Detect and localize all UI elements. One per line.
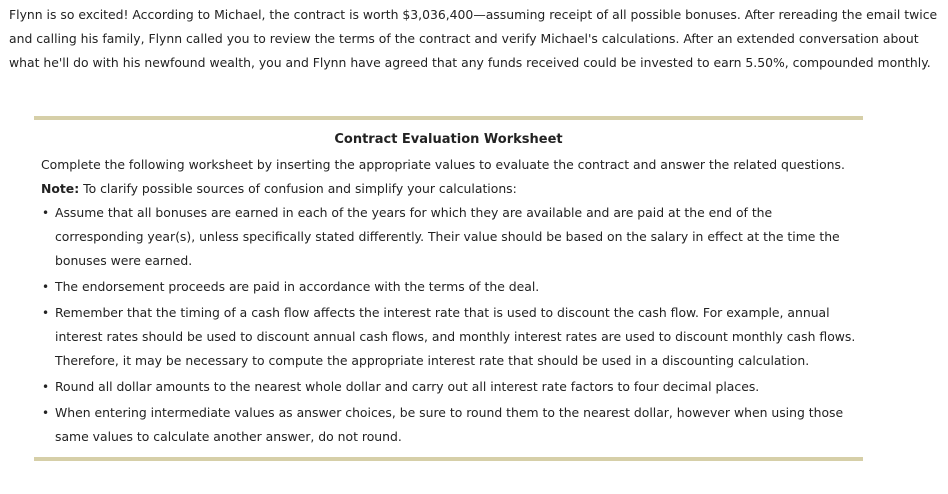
assumptions-list xyxy=(41,201,859,449)
list-item xyxy=(41,401,859,449)
list-item xyxy=(41,275,859,299)
worksheet-note xyxy=(41,177,859,201)
bullet-icon: • xyxy=(42,379,50,394)
worksheet-instruction: Complete the following worksheet by inserting the appropriate values to evaluate the contract and answer the related questions. xyxy=(41,157,845,172)
list-item xyxy=(41,301,859,374)
intro-paragraph: Flynn is so excited! According to Michael, the contract is worth $3,036,400—assuming receipt of all possible bonuses. After rereading the email twice and calling his family, Flynn called you to review the terms of the contract and verify Michael's calculations. After an extended conversation about what he'll do with his newfound wealth, you and Flynn have agreed that any funds received could be invested to earn 5.50%, compounded monthly. xyxy=(9,7,938,70)
list-item-text: The endorsement proceeds are paid in accordance with the terms of the deal. xyxy=(55,279,540,295)
note-label: Note: xyxy=(41,181,80,196)
note-text: To clarify possible sources of confusion and simplify your calculations: xyxy=(79,181,517,196)
worksheet-panel xyxy=(34,116,863,451)
list-item-text: Assume that all bonuses are earned in each of the years for which they are available and are paid at the end of the corresponding year(s), unless specifically stated differently. Their value should be based on the salary in effect at the time the bonuses were earned. xyxy=(55,205,840,269)
worksheet-body xyxy=(34,153,863,449)
bullet-icon: • xyxy=(42,305,50,320)
list-item-text: Round all dollar amounts to the nearest whole dollar and carry out all interest rate factors to four decimal places. xyxy=(55,378,760,394)
top-divider xyxy=(34,116,863,120)
list-item xyxy=(41,375,859,399)
bullet-icon: • xyxy=(42,405,50,420)
list-item-text: Remember that the timing of a cash flow affects the interest rate that is used to discount the cash flow. For example, annual interest rates should be used to discount annual cash flows, and monthly interest rates are used to discount monthly cash flows. Therefore, it may be necessary to compute the appropriate interest rate that should be used in a discounting calculation. xyxy=(55,304,856,369)
bullet-icon: • xyxy=(42,206,50,220)
bullet-icon: • xyxy=(42,280,50,295)
list-item-text: When entering intermediate values as answer choices, be sure to round them to the nearest dollar, however when using those same values to calculate another answer, do not round. xyxy=(55,404,844,444)
worksheet-title: Contract Evaluation Worksheet xyxy=(334,132,563,147)
list-item xyxy=(41,201,859,274)
bottom-divider xyxy=(34,457,863,461)
